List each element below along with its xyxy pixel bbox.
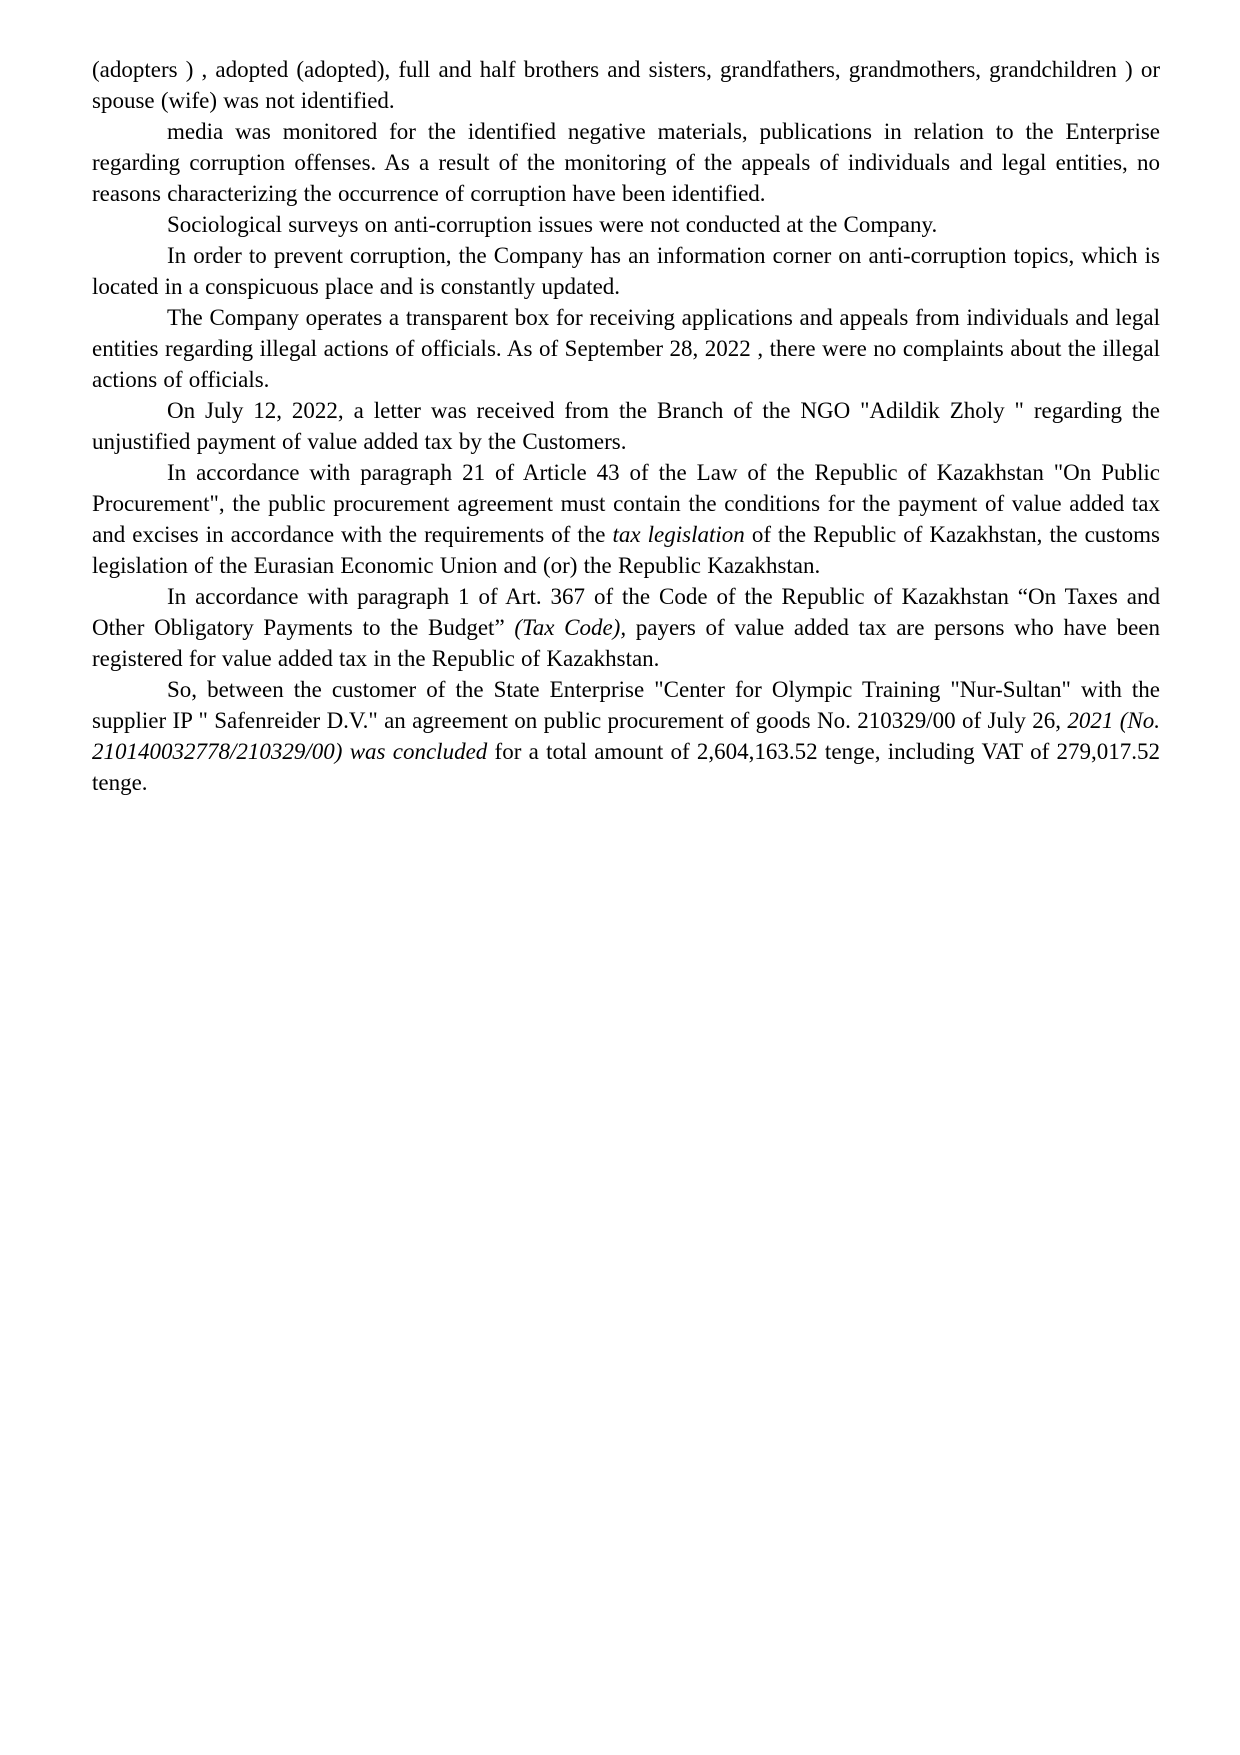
text-run: payers of value added tax are persons who have been registered for value added tax in the Republic of Kazakhstan. [92, 615, 1160, 671]
paragraph [92, 54, 1160, 116]
paragraph [92, 395, 1160, 457]
text-run: So, between the customer of the State Enterprise "Center for Olympic Training "Nur-Sultan" with the supplier IP " Safenreider D.V." an agreement on public procurement of goods No. 210329/00 of July 26, [92, 677, 1160, 733]
paragraph [92, 457, 1160, 581]
text-run: On July 12, 2022, a letter was received from the Branch of the NGO "Adildik Zholy " regarding the unjustified payment of value added tax by the Customers. [92, 398, 1160, 454]
paragraph [92, 302, 1160, 395]
text-run: In accordance with paragraph 21 of Article 43 of the Law of the Republic of Kazakhstan "On Public Procurement", the public procurement agreement must contain the conditions for the payment of value added tax and excises in accordance with the requirements of the [92, 460, 1160, 547]
italic-text-run: (Tax Code), [514, 615, 627, 640]
paragraph [92, 674, 1160, 798]
text-run: In order to prevent corruption, the Company has an information corner on anti-corruption topics, which is located in a conspicuous place and is constantly updated. [92, 243, 1160, 299]
paragraph [92, 209, 1160, 240]
text-run: (adopters ) , adopted (adopted), full and half brothers and sisters, grandfathers, grandmothers, grandchildren ) or spouse (wife) was not identified. [92, 57, 1160, 113]
italic-text-run: 2021 (No. 210140032778/210329/00) was concluded [92, 708, 1160, 764]
text-run: Sociological surveys on anti-corruption issues were not conducted at the Company. [167, 212, 938, 237]
paragraph [92, 116, 1160, 209]
paragraph [92, 240, 1160, 302]
text-run: of the Republic of Kazakhstan, the customs legislation of the Eurasian Economic Union and (or) the Republic Kazakhstan. [92, 522, 1160, 578]
italic-text-run: tax legislation [612, 522, 745, 547]
text-run: The Company operates a transparent box for receiving applications and appeals from individuals and legal entities regarding illegal actions of officials. As of September 28, 2022 , there were no complaints about the illegal actions of officials. [92, 305, 1160, 392]
paragraph [92, 581, 1160, 674]
text-run: for a total amount of 2,604,163.52 tenge, including VAT of 279,017.52 tenge. [92, 739, 1160, 795]
document-body [92, 54, 1160, 798]
text-run: media was monitored for the identified negative materials, publications in relation to the Enterprise regarding corruption offenses. As a result of the monitoring of the appeals of individuals and legal entities, no reasons characterizing the occurrence of corruption have been identified. [92, 119, 1160, 206]
text-run: In accordance with paragraph 1 of Art. 367 of the Code of the Republic of Kazakhstan “On Taxes and Other Obligatory Payments to the Budget” [92, 584, 1160, 640]
